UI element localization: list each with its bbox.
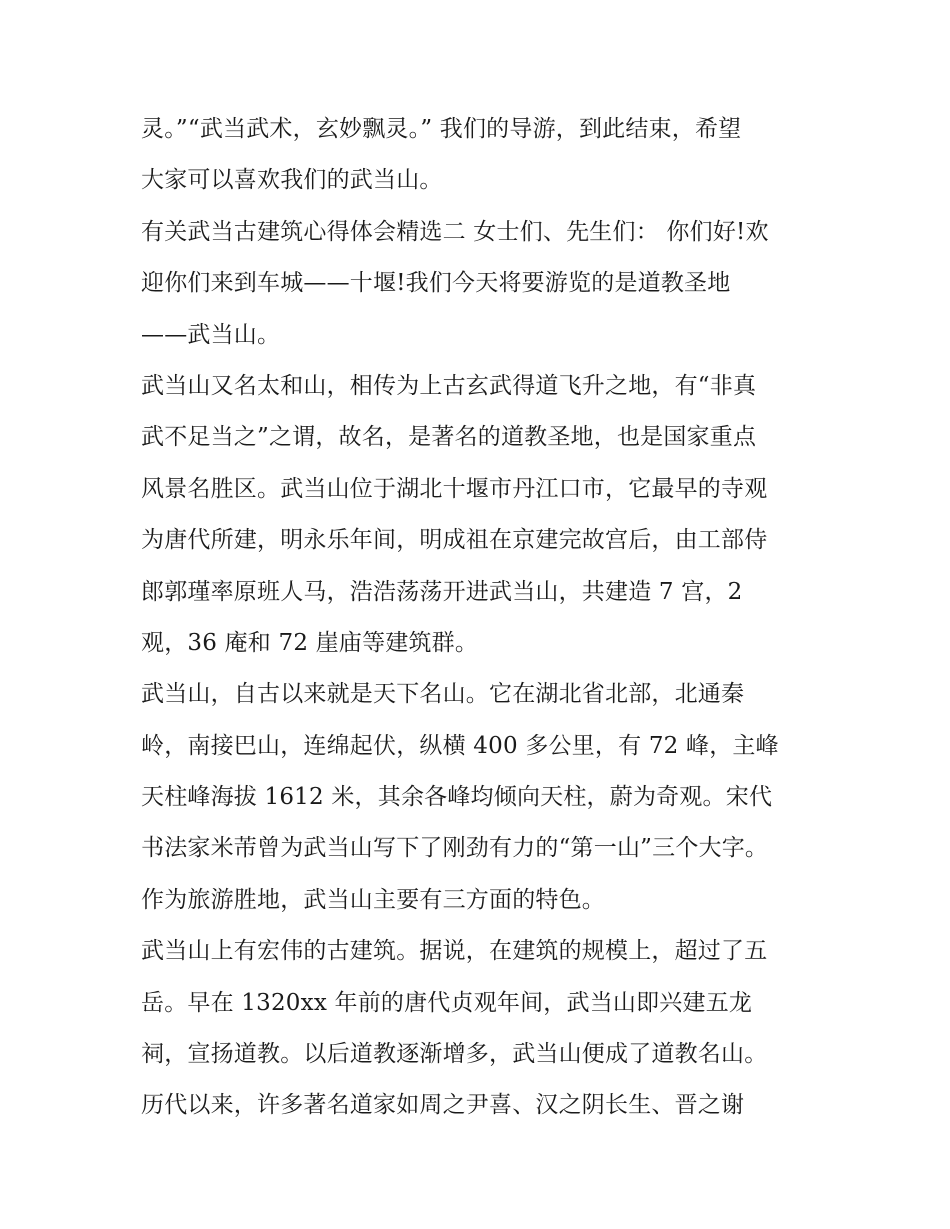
body-text (141, 104, 841, 1132)
text-line: 武不足当之”之谓，故名，是著名的道教圣地，也是国家重点 (141, 424, 757, 451)
text-line: 天柱峰海拔 1612 米，其余各峰均倾向天柱，蔚为奇观。宋代 (141, 784, 773, 811)
text-line: 为唐代所建，明永乐年间，明成祖在京建完故宫后，由工部侍 (141, 527, 768, 554)
text-line: 郎郭瑾率原班人马，浩浩荡荡开进武当山，共建造 7 宫，2 (141, 578, 743, 605)
text-line: 历代以来，许多著名道家如周之尹喜、汉之阴长生、晋之谢 (141, 1092, 745, 1119)
text-line: 有关武当古建筑心得体会精选二 女士们、先生们： 你们好!欢 (141, 218, 769, 245)
text-line: 风景名胜区。武当山位于湖北十堰市丹江口市，它最早的寺观 (141, 475, 768, 502)
text-line: 灵。”“武当武术，玄妙飘灵。” 我们的导游，到此结束，希望 (141, 116, 742, 142)
text-line: 武当山又名太和山，相传为上古玄武得道飞升之地，有“非真 (141, 372, 757, 399)
text-line: 作为旅游胜地，武当山主要有三方面的特色。 (141, 886, 605, 913)
text-line: 大家可以喜欢我们的武当山。 (141, 167, 443, 194)
text-line: 岳。早在 1320xx 年前的唐代贞观年间，武当山即兴建五龙 (141, 989, 753, 1016)
text-line: 武当山上有宏伟的古建筑。据说，在建筑的规模上，超过了五 (141, 938, 768, 965)
text-line: 书法家米芾曾为武当山写下了刚劲有力的“第一山”三个大字。 (141, 835, 769, 862)
text-line: ——武当山。 (141, 321, 281, 348)
text-line: 武当山，自古以来就是天下名山。它在湖北省北部，北通秦 (141, 681, 745, 708)
text-line: 岭，南接巴山，连绵起伏，纵横 400 多公里，有 72 峰，主峰 (141, 732, 779, 759)
text-line: 祠，宣扬道教。以后道教逐渐增多，武当山便成了道教名山。 (141, 1041, 768, 1068)
text-line: 观，36 庵和 72 崖庙等建筑群。 (141, 629, 479, 656)
text-line: 迎你们来到车城——十堰!我们今天将要游览的是道教圣地 (141, 270, 731, 297)
